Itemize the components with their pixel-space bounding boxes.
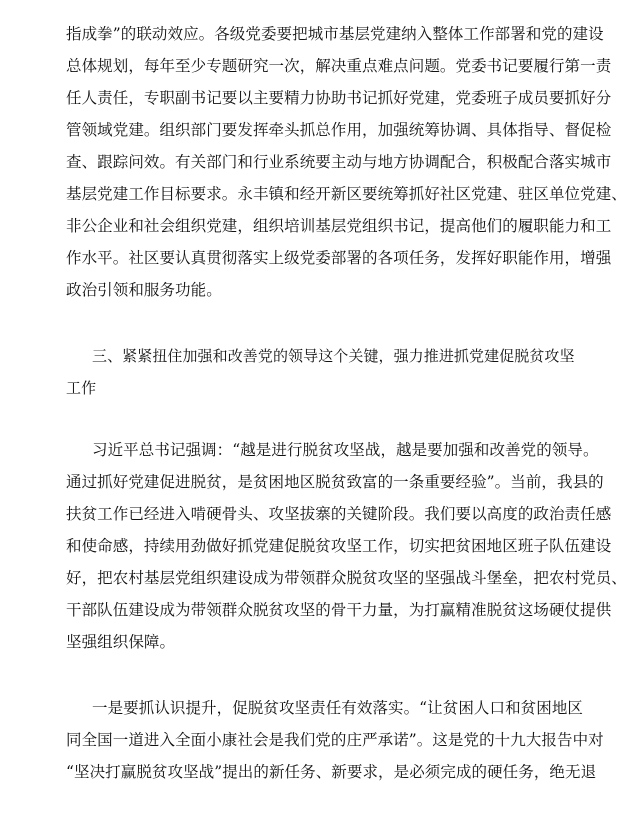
paragraph-2-line-3: 扶贫工作已经进入啃硬骨头、攻坚拔寨的关键阶段。我们要以高度的政治责任感 — [66, 505, 612, 523]
paragraph-3-line-2: 同全国一道进入全面小康社会是我们党的庄严承诺”。这是党的十九大报告中对 — [66, 731, 604, 749]
section-heading-3-line-2: 工作 — [66, 379, 97, 397]
paragraph-2-line-4: 和使命感，持续用劲做好抓党建促脱贫攻坚工作，切实把贫困地区班子队伍建设 — [66, 537, 612, 555]
paragraph-1-line-7: 非公企业和社会组织党建，组织培训基层党组织书记，提高他们的履职能力和工 — [66, 217, 612, 235]
paragraph-1-line-2: 总体规划，每年至少专题研究一次，解决重点难点问题。党委书记要履行第一责 — [66, 57, 612, 75]
paragraph-1-line-9: 政治引领和服务功能。 — [66, 281, 222, 299]
paragraph-1-line-5: 查、跟踪问效。有关部门和行业系统要主动与地方协调配合，积极配合落实城市 — [66, 153, 612, 171]
paragraph-3-line-3: “坚决打赢脱贫攻坚战”提出的新任务、新要求，是必须完成的硬任务，绝无退 — [66, 763, 597, 781]
paragraph-1-line-8: 作水平。社区要认真贯彻落实上级党委部署的各项任务，发挥好职能作用，增强 — [66, 249, 612, 267]
paragraph-2-line-5: 好，把农村基层党组织建设成为带领群众脱贫攻坚的坚强战斗堡垒，把农村党员、 — [66, 569, 627, 587]
paragraph-2-line-6: 干部队伍建设成为带领群众脱贫攻坚的骨干力量，为打赢精准脱贫这场硬仗提供 — [66, 601, 612, 619]
paragraph-1-line-6: 基层党建工作目标要求。永丰镇和经开新区要统筹抓好社区党建、驻区单位党建、 — [66, 185, 627, 203]
paragraph-2-line-7: 坚强组织保障。 — [66, 633, 176, 651]
section-heading-3-line-1: 三、紧紧扭住加强和改善党的领导这个关键，强力推进抓党建促脱贫攻坚 — [92, 347, 575, 365]
paragraph-2-line-2: 通过抓好党建促进脱贫，是贫困地区脱贫致富的一条重要经验”。当前，我县的 — [66, 473, 604, 491]
paragraph-1-line-4: 管领域党建。组织部门要发挥牵头抓总作用，加强统筹协调、具体指导、督促检 — [66, 121, 612, 139]
paragraph-1-line-1: 指成拳”的联动效应。各级党委要把城市基层党建纳入整体工作部署和党的建设 — [66, 25, 604, 43]
paragraph-1-line-3: 任人责任，专职副书记要以主要精力协助书记抓好党建，党委班子成员要抓好分 — [66, 89, 612, 107]
paragraph-2-line-1: 习近平总书记强调：“越是进行脱贫攻坚战，越是要加强和改善党的领导。 — [92, 441, 599, 459]
paragraph-3-line-1: 一是要抓认识提升，促脱贫攻坚责任有效落实。“让贫困人口和贫困地区 — [92, 699, 583, 717]
